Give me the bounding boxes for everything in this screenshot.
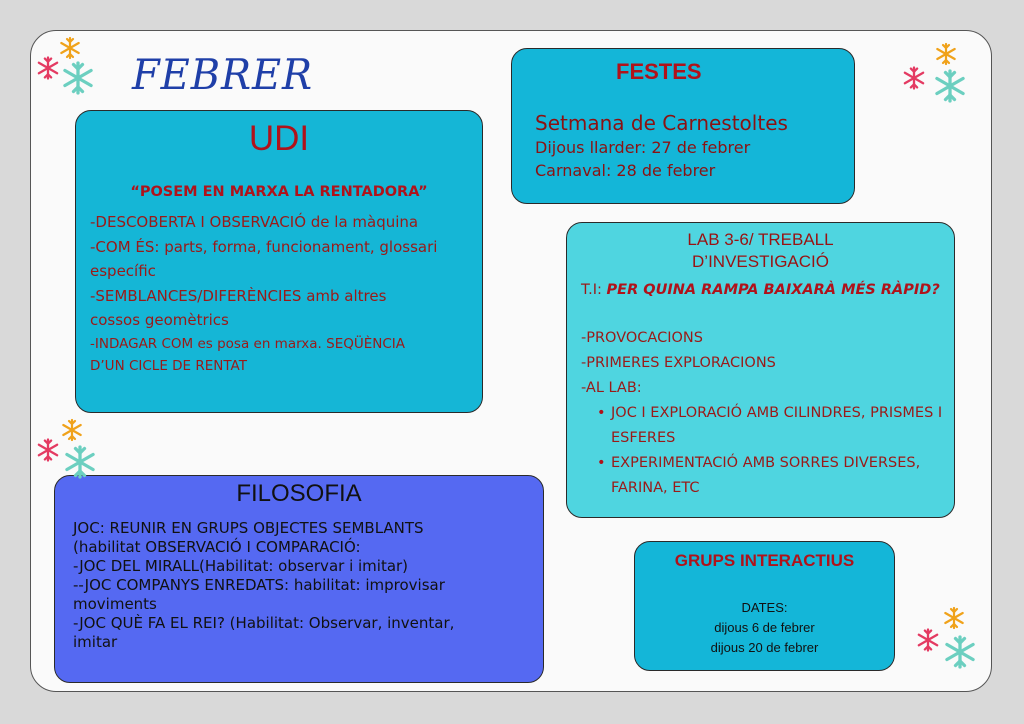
udi-line: específic <box>90 262 156 280</box>
filosofia-line: -JOC QUÈ FA EL REI? (Habilitat: Observar, inventar, <box>73 614 455 632</box>
lab-research-question <box>581 278 944 302</box>
lab-title-line: D’INVESTIGACIÓ <box>692 252 829 271</box>
filosofia-line: imitar <box>73 633 118 651</box>
snowflake-icon <box>34 36 104 100</box>
udi-line: -DESCOBERTA I OBSERVACIÓ de la màquina <box>90 213 419 231</box>
udi-line: -INDAGAR COM es posa en marxa. SEQÜÈNCIA <box>90 335 406 352</box>
snowflake-icon <box>912 606 982 672</box>
festes-line: Setmana de Carnestoltes <box>535 111 788 135</box>
festes-line: Dijous llarder: 27 de febrer <box>535 138 751 157</box>
festes-line: Carnaval: 28 de febrer <box>535 161 716 180</box>
lab-title-line: LAB 3-6/ TREBALL <box>687 230 834 249</box>
lab-item: -AL LAB: <box>581 380 642 396</box>
udi-title: UDI <box>248 119 310 158</box>
filosofia-panel <box>54 475 544 683</box>
udi-line: -COM ÉS: parts, forma, funcionament, glossari <box>90 237 438 256</box>
grups-title: GRUPS INTERACTIUS <box>674 551 855 570</box>
udi-line: D’UN CICLE DE RENTAT <box>90 357 247 374</box>
lab-ti-text: PER QUINA RAMPA BAIXARÀ MÉS RÀPID? <box>606 282 940 298</box>
lab-bullet: • JOC I EXPLORACIÓ AMB CILINDRES, PRISMES I ESFERES <box>597 401 944 451</box>
festes-title: FESTES <box>616 59 702 84</box>
snowflake-icon <box>898 42 974 108</box>
filosofia-line: moviments <box>73 595 157 613</box>
grups-panel <box>634 541 895 671</box>
filosofia-title: FILOSOFIA <box>236 480 362 507</box>
lab-lines <box>581 326 944 501</box>
festes-panel <box>511 48 855 204</box>
lab-panel <box>566 222 955 518</box>
lab-ti-prefix: T.I: <box>581 282 607 298</box>
udi-line: cossos geomètrics <box>90 311 229 329</box>
udi-subtitle: “POSEM EN MARXA LA RENTADORA” <box>130 184 428 200</box>
lab-bullet-list <box>597 401 944 501</box>
grups-dates <box>635 598 894 658</box>
udi-lines <box>90 210 472 377</box>
snowflake-icon <box>34 418 104 482</box>
lab-title <box>567 229 954 273</box>
lab-item: -PROVOCACIONS <box>581 330 703 346</box>
lab-item: -PRIMERES EXPLORACIONS <box>581 355 776 371</box>
filosofia-line: -JOC DEL MIRALL(Habilitat: observar i imitar) <box>73 557 409 575</box>
filosofia-line: (habilitat OBSERVACIÓ I COMPARACIÓ: <box>73 538 361 556</box>
udi-panel <box>75 110 483 413</box>
udi-line: -SEMBLANCES/DIFERÈNCIES amb altres <box>90 286 387 305</box>
page-title: FEBRER <box>132 50 314 99</box>
grups-date: dijous 20 de febrer <box>710 640 819 655</box>
grups-date: dijous 6 de febrer <box>714 620 815 635</box>
filosofia-line: JOC: REUNIR EN GRUPS OBJECTES SEMBLANTS <box>73 519 424 537</box>
filosofia-line: --JOC COMPANYS ENREDATS: habilitat: improvisar <box>73 576 445 594</box>
grups-dates-label: DATES: <box>741 600 788 615</box>
lab-bullet: • EXPERIMENTACIÓ AMB SORRES DIVERSES, FARINA, ETC <box>597 451 944 501</box>
filosofia-lines <box>73 519 533 652</box>
